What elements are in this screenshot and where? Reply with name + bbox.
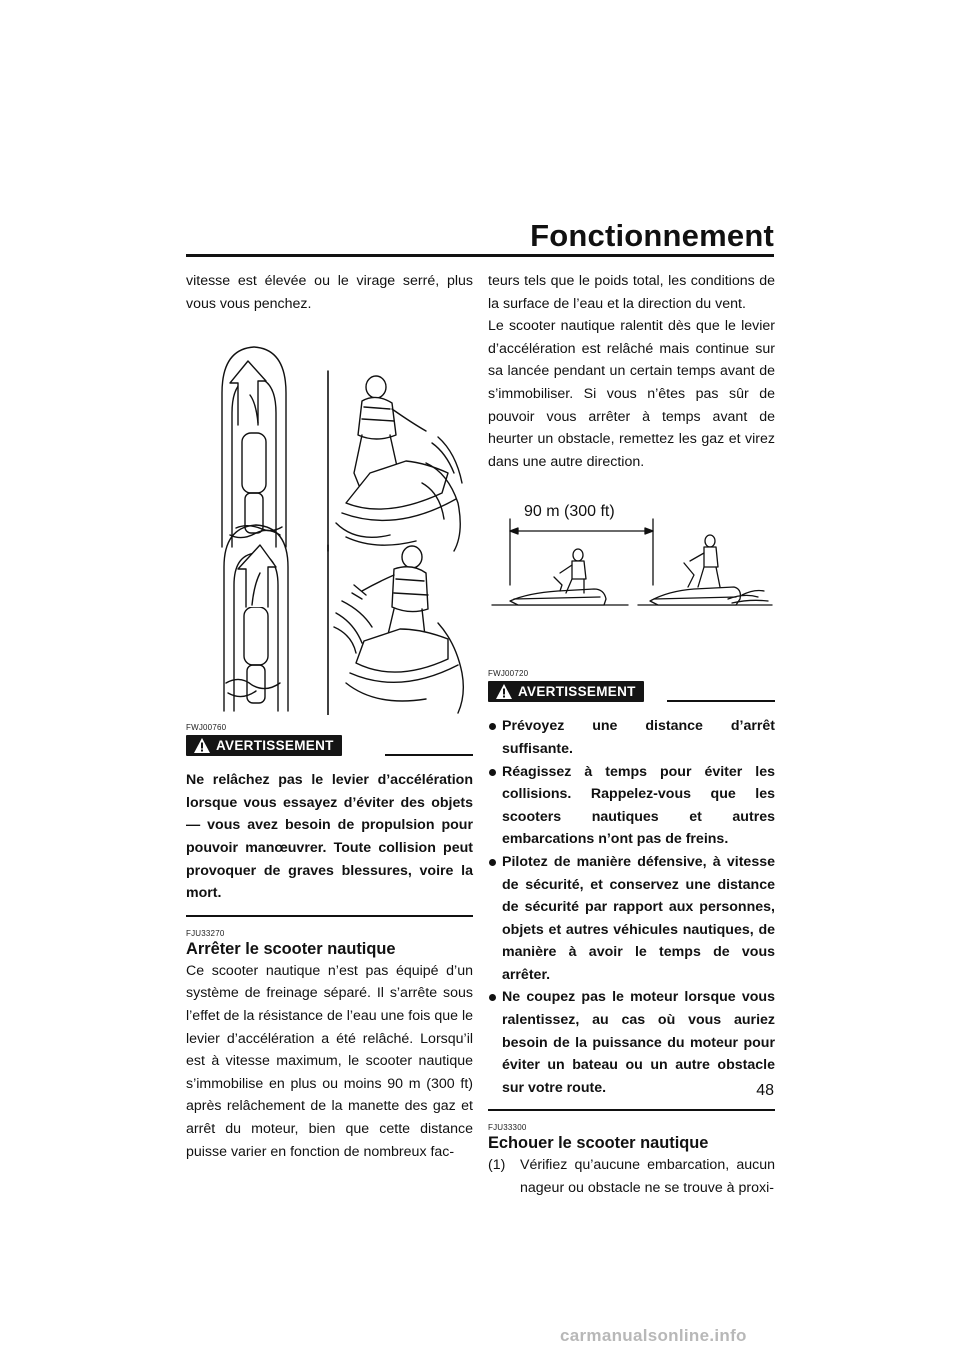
warning1-badge (186, 735, 342, 756)
warning2-list (488, 715, 775, 1099)
moving-craft (650, 535, 768, 605)
list-item: Ne coupez pas le moteur lorsque vous ralentissez, au cas où vous auriez besoin de la puissance du moteur pour éviter un bateau ou un autre obstacle sur votre route. (488, 986, 775, 1099)
section1-title: Arrêter le scooter nautique (186, 939, 396, 958)
step-text: Vérifiez qu’aucune embarcation, aucun nageur ou obstacle ne se trouve à proxi- (520, 1157, 775, 1197)
rider-view-1 (336, 376, 462, 551)
page-number: 48 (756, 1082, 774, 1099)
top-view-craft-2 (224, 525, 288, 711)
turning-illustration (186, 323, 473, 715)
list-item: Réagissez à temps pour éviter les collisions. Rappelez-vous que les scooters nautiques et autres embarcations n’ont pas de freins. (488, 761, 775, 851)
step-item (488, 1154, 775, 1199)
section2-code: FJU33300 (488, 1123, 527, 1133)
warning2-end-rule (488, 1109, 775, 1111)
left-column (186, 270, 473, 1163)
right-column (488, 270, 775, 1200)
stopping-distance-figure (488, 501, 775, 651)
stopping-text: Le scooter nautique ralentit dès que le levier d’accélération est relâché mais continue sur sa lancée pendant un certain temps avant de s’immobiliser. Si vous n’êtes pas sûr de pouvoir vous arrêter à temps avant de heurter un obstacle, remettez les gaz et virez dans une autre direction. (488, 318, 775, 470)
bullet-icon (489, 769, 496, 776)
page-title: Fonctionnement (530, 218, 774, 253)
list-item: Prévoyez une distance d’arrêt suffisante. (488, 715, 775, 760)
warning2-header (488, 681, 775, 709)
header-rule (186, 254, 774, 257)
section1-text: Ce scooter nautique n’est pas équipé d’un système de freinage séparé. Il s’arrête sous l’effet de la résistance de l’eau une fois que le levier d’accélération a été relâché. Lorsqu’il est à vitesse maximum, le scooter nautique s’immobilise en plus ou moins 90 m (300 ft) après relâchement de la manette des gaz et arrêt du moteur, bien que cette distance puisse varier en fonction de nombreux fac- (186, 962, 473, 1160)
step-number: (1) (488, 1157, 506, 1174)
warning1-header (186, 735, 473, 763)
warning1-label: AVERTISSEMENT (216, 738, 334, 754)
bullet-icon (489, 723, 496, 730)
continued-text: teurs tels que le poids total, les conditions de la surface de l’eau et la direction du vent. (488, 273, 775, 312)
top-view-craft-1 (222, 347, 286, 547)
warning1-end-rule (186, 915, 473, 917)
warning1-code: FWJ00760 (186, 723, 227, 733)
section1-code: FJU33270 (186, 928, 225, 938)
intro-text: vitesse est élevée ou le virage serré, plus vous vous penchez. (186, 273, 473, 312)
rider-view-2 (334, 546, 463, 713)
bullet-icon (489, 994, 496, 1001)
watermark: carmanualsonline.info (560, 1326, 747, 1345)
stopped-craft (510, 549, 606, 605)
warning2-rule (667, 700, 775, 702)
warning2-badge (488, 681, 644, 702)
section2-title: Echouer le scooter nautique (488, 1134, 709, 1153)
warning-triangle-icon (193, 737, 211, 754)
warning2-code: FWJ00720 (488, 669, 529, 679)
warning1-text: Ne relâchez pas le levier d’accélération lorsque vous essayez d’éviter des objets — vous avez besoin de propulsion pour pouvoir manœuvrer. Toute collision peut provoquer de graves blessures, voire la mort. (186, 772, 473, 902)
distance-label: 90 m (300 ft) (524, 503, 615, 521)
warning2-label: AVERTISSEMENT (518, 684, 636, 700)
list-item: Pilotez de manière défensive, à vitesse de sécurité, et conservez une distance de sécurité par rapport aux personnes, objets et autres véhicules nautiques, de manière à avoir le temps de vous arrêter. (488, 851, 775, 987)
bullet-icon (489, 859, 496, 866)
warning-triangle-icon (495, 683, 513, 700)
warning1-rule (385, 754, 473, 756)
